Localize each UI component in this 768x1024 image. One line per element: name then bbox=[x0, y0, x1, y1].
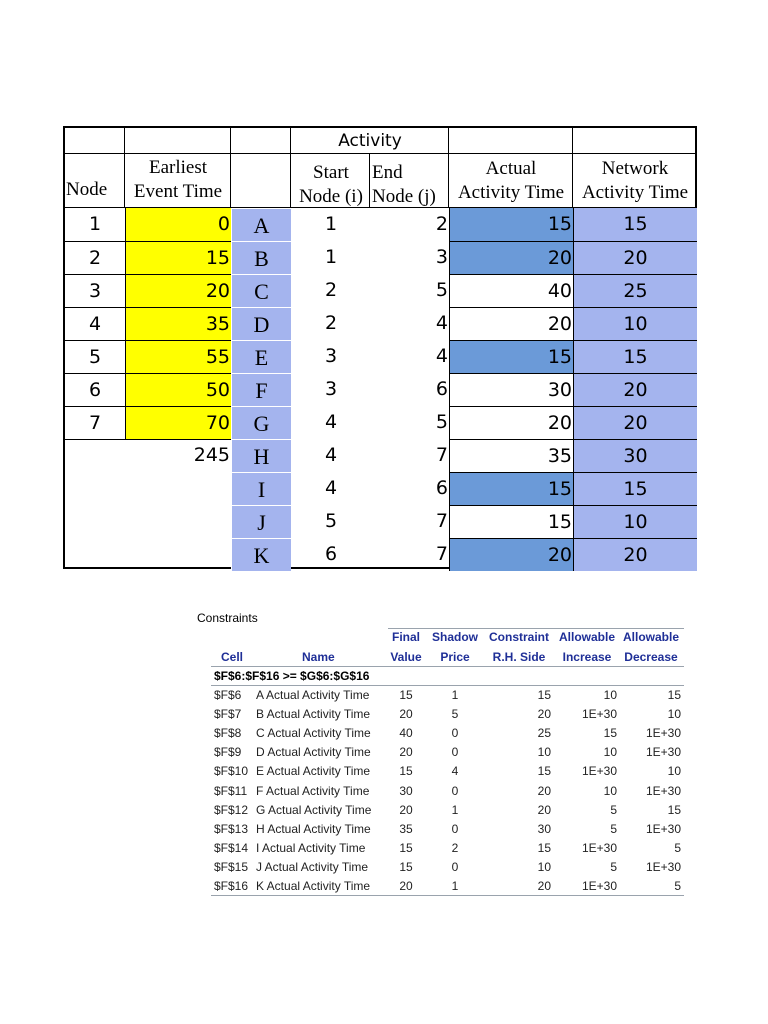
report-allowable-increase: 1E+30 bbox=[581, 764, 617, 779]
report-allowable-decrease: 10 bbox=[667, 707, 681, 722]
start-node-cell: 3 bbox=[324, 378, 338, 400]
report-cell-ref: $F$12 bbox=[214, 802, 249, 817]
report-constraint-name: D Actual Activity Time bbox=[256, 745, 371, 760]
grid-line bbox=[290, 128, 291, 208]
node-cell: 4 bbox=[65, 307, 125, 340]
report-shadow-price: 1 bbox=[451, 879, 459, 893]
report-allowable-decrease: 15 bbox=[667, 802, 681, 817]
report-header-constraint: Constraint bbox=[489, 630, 549, 644]
report-rhs: 10 bbox=[537, 745, 551, 760]
end-node-cell: 5 bbox=[435, 279, 448, 301]
network-activity-time-cell: 30 bbox=[573, 439, 697, 472]
report-final-value: 30 bbox=[399, 783, 413, 798]
report-constraint-name: K Actual Activity Time bbox=[256, 879, 371, 893]
report-cell-ref: $F$8 bbox=[214, 726, 242, 741]
report-rule bbox=[211, 895, 684, 896]
start-node-cell: 2 bbox=[324, 312, 338, 334]
report-cell-ref: $F$11 bbox=[214, 783, 248, 798]
network-activity-time-cell: 20 bbox=[573, 241, 697, 274]
earliest-time-cell: 15 bbox=[125, 241, 231, 274]
activity-spreadsheet bbox=[63, 126, 697, 569]
node-cell: 1 bbox=[88, 213, 102, 235]
report-allowable-increase: 10 bbox=[603, 688, 617, 702]
end-node-cell: 6 bbox=[435, 477, 448, 499]
start-node-cell: 4 bbox=[324, 477, 338, 499]
report-rhs: 25 bbox=[537, 726, 551, 741]
report-allowable-increase: 1E+30 bbox=[581, 840, 617, 855]
report-constraint-name: J Actual Activity Time bbox=[256, 859, 369, 874]
report-header-increase: Increase bbox=[562, 650, 612, 664]
report-final-value: 20 bbox=[399, 745, 413, 760]
network-activity-time-header: Network Activity Time bbox=[581, 158, 689, 203]
earliest-event-time-header: Earliest Event Time bbox=[133, 157, 223, 202]
activity-name-cell: G bbox=[231, 406, 291, 439]
node-cell: 3 bbox=[65, 274, 125, 307]
report-constraint-name: G Actual Activity Time bbox=[256, 802, 372, 817]
activity-name-cell: C bbox=[231, 274, 291, 307]
report-cell-ref: $F$10 bbox=[214, 764, 249, 779]
grid-line bbox=[65, 153, 697, 154]
report-allowable-increase: 10 bbox=[603, 783, 617, 798]
start-node-cell: 4 bbox=[324, 411, 338, 433]
activity-name-cell: H bbox=[231, 439, 291, 472]
actual-activity-time-cell: 20 bbox=[449, 406, 573, 439]
node-header: Node bbox=[66, 179, 108, 200]
report-allowable-decrease: 1E+30 bbox=[645, 745, 681, 760]
actual-activity-time-cell: 15 bbox=[449, 505, 573, 538]
activity-name-cell: I bbox=[231, 472, 291, 505]
actual-activity-time-cell: 15 bbox=[449, 208, 573, 241]
report-header-value: Value bbox=[390, 650, 422, 664]
report-cell-ref: $F$6 bbox=[214, 688, 242, 702]
report-allowable-decrease: 5 bbox=[674, 879, 681, 893]
grid-line bbox=[230, 128, 231, 208]
report-final-value: 20 bbox=[399, 879, 413, 893]
report-cell-ref: $F$7 bbox=[214, 707, 242, 722]
report-final-value: 15 bbox=[399, 764, 413, 779]
network-activity-time-cell: 20 bbox=[573, 406, 697, 439]
start-node-cell: 1 bbox=[324, 246, 338, 268]
report-rule bbox=[211, 685, 684, 686]
network-activity-time-cell: 15 bbox=[573, 472, 697, 505]
activity-name-cell: K bbox=[231, 538, 291, 571]
activity-name-cell: A bbox=[231, 208, 291, 241]
start-node-cell: 4 bbox=[324, 444, 338, 466]
network-activity-time-cell: 20 bbox=[573, 373, 697, 406]
report-allowable-decrease: 10 bbox=[667, 764, 681, 779]
report-header-decrease: Decrease bbox=[624, 650, 678, 664]
report-final-value: 20 bbox=[399, 707, 413, 722]
actual-activity-time-header: Actual Activity Time bbox=[457, 158, 565, 203]
report-cell-ref: $F$13 bbox=[214, 821, 249, 836]
actual-activity-time-cell: 40 bbox=[449, 274, 573, 307]
report-rhs: 30 bbox=[537, 821, 551, 836]
report-allowable-increase: 15 bbox=[603, 726, 617, 741]
end-node-cell: 7 bbox=[435, 510, 448, 532]
report-allowable-decrease: 1E+30 bbox=[645, 726, 681, 741]
report-allowable-decrease: 5 bbox=[674, 840, 681, 855]
report-rhs: 20 bbox=[537, 783, 551, 798]
report-shadow-price: 2 bbox=[451, 840, 459, 855]
start-node-cell: 6 bbox=[324, 543, 338, 565]
report-cell-ref: $F$15 bbox=[214, 859, 249, 874]
start-node-cell: 2 bbox=[324, 279, 338, 301]
end-node-cell: 3 bbox=[435, 246, 448, 268]
grid-line bbox=[124, 128, 125, 208]
report-rule bbox=[388, 628, 684, 629]
earliest-time-cell: 50 bbox=[125, 373, 231, 406]
node-cell: 6 bbox=[65, 373, 125, 406]
report-final-value: 15 bbox=[399, 688, 413, 702]
end-node-cell: 4 bbox=[435, 312, 448, 334]
report-final-value: 15 bbox=[399, 859, 413, 874]
report-allowable-decrease: 1E+30 bbox=[645, 821, 681, 836]
start-node-cell: 3 bbox=[324, 345, 338, 367]
report-constraint-name: H Actual Activity Time bbox=[256, 821, 371, 836]
report-rhs: 15 bbox=[537, 764, 551, 779]
actual-activity-time-cell: 15 bbox=[449, 340, 573, 373]
earliest-time-cell: 0 bbox=[125, 208, 231, 241]
report-rhs: 15 bbox=[537, 688, 551, 702]
report-constraint-name: B Actual Activity Time bbox=[256, 707, 371, 722]
report-allowable-increase: 1E+30 bbox=[581, 707, 617, 722]
report-cell-ref: $F$16 bbox=[214, 879, 249, 893]
earliest-time-cell: 55 bbox=[125, 340, 231, 373]
report-shadow-price: 0 bbox=[451, 745, 459, 760]
report-header-name: Name bbox=[302, 650, 335, 664]
report-rhs: 20 bbox=[537, 802, 551, 817]
activity-name-cell: B bbox=[231, 241, 291, 274]
actual-activity-time-cell: 15 bbox=[449, 472, 573, 505]
end-node-cell: 7 bbox=[435, 444, 448, 466]
report-final-value: 20 bbox=[399, 802, 413, 817]
report-final-value: 15 bbox=[399, 840, 413, 855]
report-shadow-price: 0 bbox=[451, 783, 459, 798]
report-allowable-increase: 10 bbox=[603, 745, 617, 760]
network-activity-time-cell: 15 bbox=[573, 208, 697, 241]
network-activity-time-cell: 25 bbox=[573, 274, 697, 307]
grid-line bbox=[448, 128, 449, 208]
report-shadow-price: 1 bbox=[451, 688, 459, 702]
report-allowable-increase: 5 bbox=[610, 859, 617, 874]
report-shadow-price: 0 bbox=[451, 726, 459, 741]
end-node-header: End Node (j) bbox=[372, 162, 436, 207]
activity-name-cell: F bbox=[231, 373, 291, 406]
report-shadow-price: 0 bbox=[451, 821, 459, 836]
actual-activity-time-cell: 20 bbox=[449, 241, 573, 274]
end-node-cell: 2 bbox=[435, 213, 448, 235]
report-allowable-decrease: 15 bbox=[667, 688, 681, 702]
report-cell-ref: $F$9 bbox=[214, 745, 242, 760]
network-activity-time-cell: 20 bbox=[573, 538, 697, 571]
report-allowable-decrease: 1E+30 bbox=[645, 783, 681, 798]
report-shadow-price: 4 bbox=[451, 764, 459, 779]
earliest-time-cell: 70 bbox=[125, 406, 231, 439]
report-shadow-price: 1 bbox=[451, 802, 459, 817]
report-final-value: 35 bbox=[399, 821, 413, 836]
actual-activity-time-cell: 35 bbox=[449, 439, 573, 472]
end-node-cell: 7 bbox=[435, 543, 448, 565]
report-header-final: Final bbox=[391, 630, 420, 644]
report-allowable-increase: 5 bbox=[610, 802, 617, 817]
end-node-cell: 5 bbox=[435, 411, 448, 433]
node-cell: 5 bbox=[65, 340, 125, 373]
activity-name-cell: J bbox=[231, 505, 291, 538]
network-activity-time-cell: 15 bbox=[573, 340, 697, 373]
end-node-cell: 4 bbox=[435, 345, 448, 367]
report-shadow-price: 5 bbox=[451, 707, 459, 722]
report-header-cell: Cell bbox=[221, 650, 244, 664]
report-constraint-name: C Actual Activity Time bbox=[256, 726, 371, 741]
report-rhs: 20 bbox=[537, 879, 551, 893]
report-final-value: 40 bbox=[399, 726, 413, 741]
activity-name-cell: D bbox=[231, 307, 291, 340]
report-allowable-increase: 5 bbox=[610, 821, 617, 836]
report-allowable-decrease: 1E+30 bbox=[645, 859, 681, 874]
earliest-time-cell: 20 bbox=[125, 274, 231, 307]
activity-group-header: Activity bbox=[338, 131, 402, 151]
grid-line bbox=[369, 154, 370, 208]
actual-activity-time-cell: 30 bbox=[449, 373, 573, 406]
actual-activity-time-cell: 20 bbox=[449, 538, 573, 571]
start-node-cell: 1 bbox=[324, 213, 338, 235]
end-node-cell: 6 bbox=[435, 378, 448, 400]
report-header-rhs: R.H. Side bbox=[492, 650, 546, 664]
activity-name-cell: E bbox=[231, 340, 291, 373]
report-allowable-increase: 1E+30 bbox=[581, 879, 617, 893]
node-cell: 2 bbox=[65, 241, 125, 274]
report-cell-ref: $F$14 bbox=[214, 840, 249, 855]
report-header-price: Price bbox=[440, 650, 470, 664]
report-group-label: $F$6:$F$16 >= $G$6:$G$16 bbox=[214, 669, 370, 683]
network-activity-time-cell: 10 bbox=[573, 307, 697, 340]
report-shadow-price: 0 bbox=[451, 859, 459, 874]
report-constraint-name: I Actual Activity Time bbox=[256, 840, 366, 855]
report-header-allowable-inc: Allowable bbox=[558, 630, 615, 644]
start-node-header: Start Node (i) bbox=[299, 162, 363, 207]
report-rhs: 15 bbox=[537, 840, 551, 855]
earliest-time-total: 245 bbox=[193, 444, 230, 466]
actual-activity-time-cell: 20 bbox=[449, 307, 573, 340]
start-node-cell: 5 bbox=[324, 510, 338, 532]
report-header-shadow: Shadow bbox=[431, 630, 478, 644]
report-rhs: 20 bbox=[537, 707, 551, 722]
report-rhs: 10 bbox=[537, 859, 551, 874]
report-header-allowable-dec: Allowable bbox=[622, 630, 679, 644]
report-constraint-name: A Actual Activity Time bbox=[256, 688, 370, 702]
report-section-title: Constraints bbox=[197, 611, 258, 625]
node-cell: 7 bbox=[65, 406, 125, 439]
grid-line bbox=[572, 128, 573, 208]
network-activity-time-cell: 10 bbox=[573, 505, 697, 538]
earliest-time-cell: 35 bbox=[125, 307, 231, 340]
report-constraint-name: F Actual Activity Time bbox=[256, 783, 370, 798]
report-rule bbox=[211, 666, 684, 667]
report-constraint-name: E Actual Activity Time bbox=[256, 764, 371, 779]
